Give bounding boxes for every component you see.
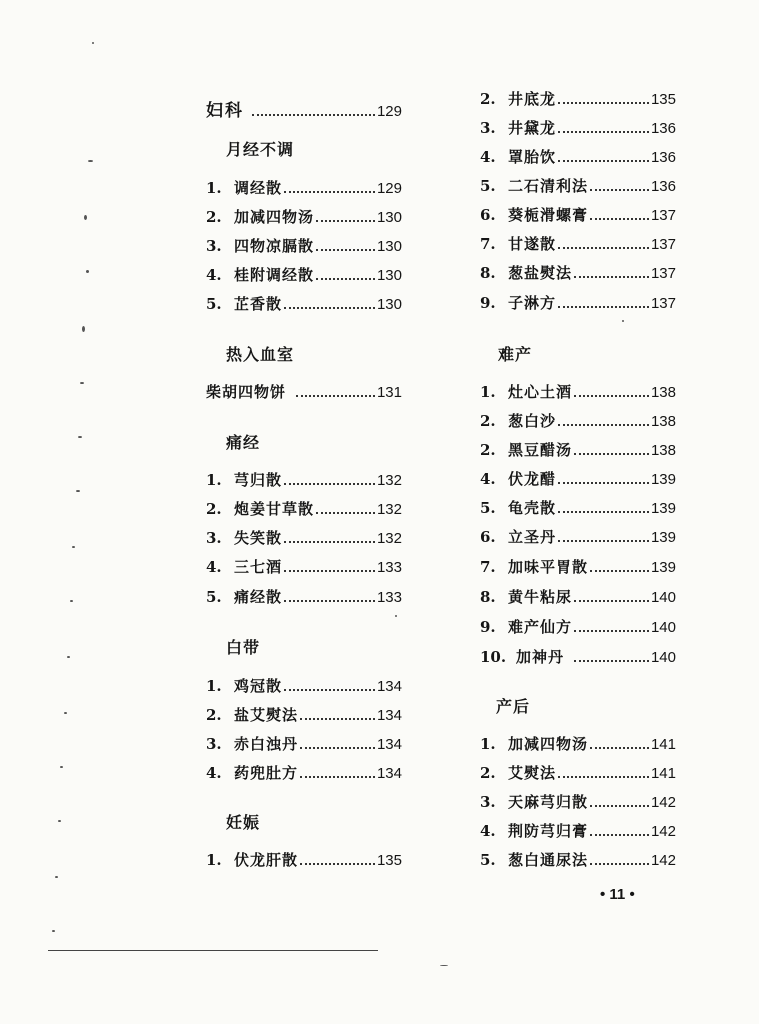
toc-entry: 3. 四物凉膈散 130	[206, 237, 402, 255]
toc-entry: 6. 葵栀滑螺膏 137	[480, 206, 676, 224]
leader-dots	[252, 114, 375, 116]
toc-entry: 2. 葱白沙 138	[480, 412, 676, 430]
toc-entry: 9. 难产仙方 140	[480, 618, 676, 636]
toc-entry: 5. 芷香散 130	[206, 295, 402, 313]
toc-entry: 3. 失笑散 132	[206, 529, 402, 547]
toc-entry: 4. 桂附调经散 130	[206, 266, 402, 284]
section-heading: 白带	[226, 638, 261, 657]
toc-entry: 4. 三七酒 133	[206, 558, 402, 576]
toc-entry: 4. 罩胎饮 136	[480, 148, 676, 166]
toc-entry: 8. 黄牛粘尿 140	[480, 588, 676, 606]
toc-entry: 7. 加味平胃散 139	[480, 558, 676, 576]
toc-entry: 2. 加减四物汤 130	[206, 208, 402, 226]
toc-entry: 1. 加减四物汤 141	[480, 735, 676, 753]
toc-entry: 5. 龟壳散 139	[480, 499, 676, 517]
toc-entry: 2. 艾熨法 141	[480, 764, 676, 782]
toc-entry: 1. 调经散 129	[206, 179, 402, 197]
main-section-title	[206, 96, 402, 121]
toc-entry: 1. 灶心土酒 138	[480, 383, 676, 401]
toc-entry: 柴胡四物饼 131	[206, 383, 402, 401]
toc-entry: 9. 子淋方 137	[480, 294, 676, 312]
toc-entry: 5. 二石清利法 136	[480, 177, 676, 195]
toc-entry: 7. 甘遂散 137	[480, 235, 676, 253]
section-heading: 妊娠	[226, 813, 261, 832]
main-section-page: 129	[376, 103, 402, 120]
toc-entry: 3. 天麻芎归散 142	[480, 793, 676, 811]
section-heading: 月经不调	[226, 140, 295, 159]
toc-entry: 4. 荆防芎归膏 142	[480, 822, 676, 840]
section-heading: 难产	[498, 345, 533, 364]
toc-entry: 4. 伏龙醋 139	[480, 470, 676, 488]
toc-entry: 2. 炮姜甘草散 132	[206, 500, 402, 518]
toc-entry: 2. 黑豆醋汤 138	[480, 441, 676, 459]
toc-entry: 10. 加神丹 140	[480, 648, 676, 666]
toc-entry: 6. 立圣丹 139	[480, 528, 676, 546]
main-section-label: 妇科	[206, 101, 244, 121]
bottom-rule	[48, 950, 378, 951]
toc-entry: 1. 伏龙肝散 135	[206, 851, 402, 869]
section-heading: 产后	[496, 697, 531, 716]
toc-entry: 2. 井底龙 135	[480, 90, 676, 108]
toc-entry: 1. 鸡冠散 134	[206, 677, 402, 695]
toc-entry: 5. 葱白通尿法 142	[480, 851, 676, 869]
toc-entry: 4. 药兜肚方 134	[206, 764, 402, 782]
section-heading: 热入血室	[226, 345, 295, 364]
page-number: • 11 •	[600, 886, 635, 903]
toc-entry: 3. 赤白浊丹 134	[206, 735, 402, 753]
section-heading: 痛经	[226, 433, 261, 452]
toc-entry: 5. 痛经散 133	[206, 588, 402, 606]
toc-entry: 8. 葱盐熨法 137	[480, 264, 676, 282]
toc-entry: 3. 井黛龙 136	[480, 119, 676, 137]
toc-entry: 1. 芎归散 132	[206, 471, 402, 489]
toc-entry: 2. 盐艾熨法 134	[206, 706, 402, 724]
